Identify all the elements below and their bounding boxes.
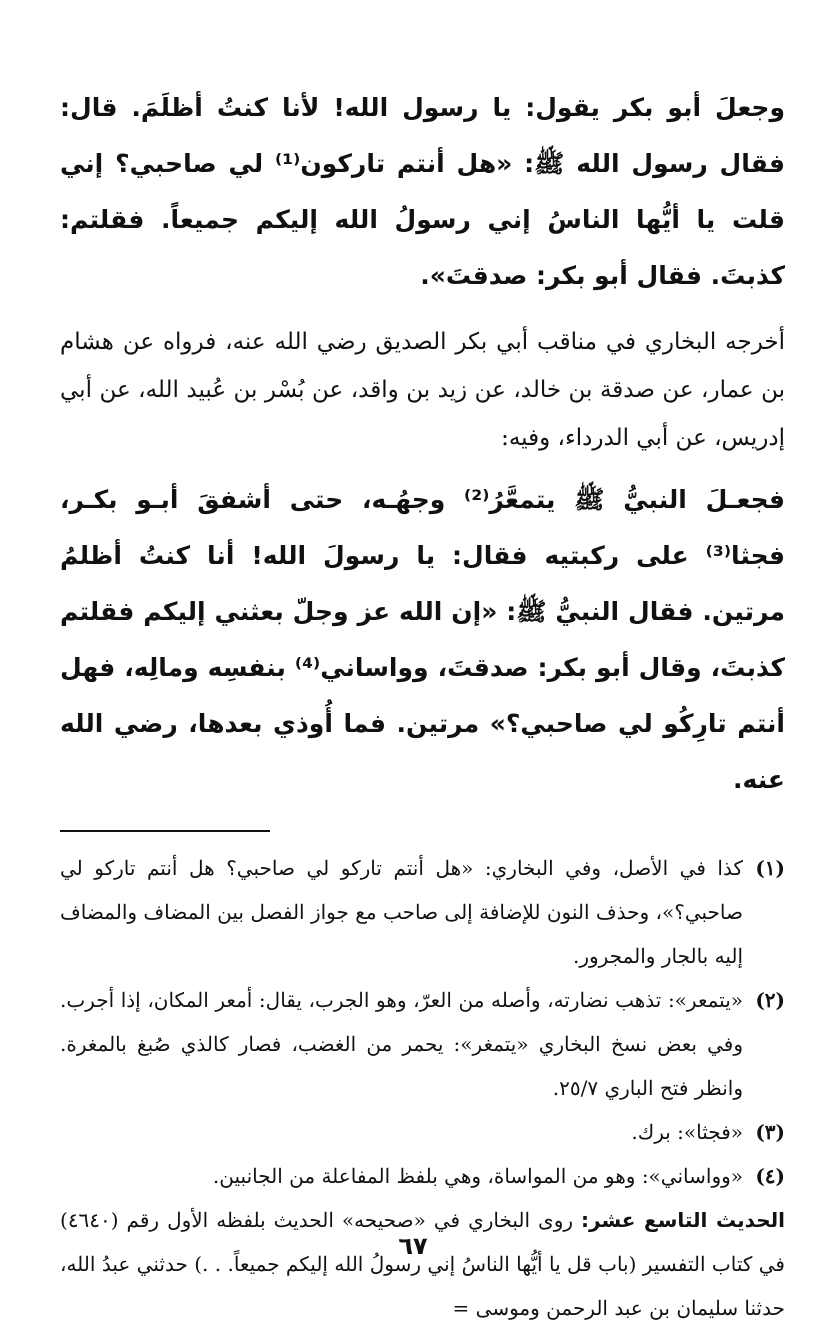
- hadith-19-note: [60, 1198, 785, 1330]
- footnote-number: (٣): [755, 1120, 785, 1144]
- hadith-text: وجعلَ أبو بكر يقول: يا رسول الله! لأنا كنتُ أظلَمَ. قال: فقال رسول الله ﷺ: «هل أنتم تاركون⁽¹⁾ لي صاحبي؟ إني قلت يا أيُّها الناسُ إني رسولُ الله إليكم جميعاً. فقلتم: كذبتَ. فقال أبو بكر: صدقتَ».: [60, 93, 785, 290]
- footnote-4: [60, 1154, 785, 1198]
- footnote-text: «يتمعر»: تذهب نضارته، وأصله من العرّ، وهو الجرب، يقال: أمعر المكان، إذا أجرب. وفي بعض نسخ البخاري «يتمغر»: يحمر من الغضب، فصار كالذي صُبغ بالمغرة. وانظر فتح الباري ٢٥/٧.: [60, 988, 743, 1100]
- page-number: ٦٧: [398, 1232, 428, 1260]
- footnote-number: (٢): [755, 988, 785, 1012]
- footnote-number: (٤): [755, 1164, 785, 1188]
- footnote-number: (١): [755, 856, 785, 880]
- footnote-1: [60, 846, 785, 978]
- page-body: [60, 80, 785, 1330]
- footnote-separator: [60, 830, 270, 832]
- footnote-text: «فجثا»: برك.: [631, 1120, 743, 1144]
- takhrij-paragraph: أخرجه البخاري في مناقب أبي بكر الصديق رضي الله عنه، فرواه عن هشام بن عمار، عن صدقة بن خالد، عن زيد بن واقد، عن بُسْر بن عُبيد الله، عن أبي إدريس، عن أبي الدرداء، وفيه:: [60, 329, 785, 451]
- footnote-text: كذا في الأصل، وفي البخاري: «هل أنتم تاركو لي صاحبي؟ هل أنتم تاركو لي صاحبي؟»، وحذف النون للإضافة إلى صاحب مع جواز الفصل بين المضاف والمضاف إليه بالجار والمجرور.: [60, 856, 743, 968]
- hadith-19-text: روى البخاري في «صحيحه» الحديث بلفظه الأول رقم (٤٦٤٠) في كتاب التفسير (باب قل يا أيُّها الناسُ إني رسولُ الله إليكم جميعاً. . .) حدثني عبدُ الله، حدثنا سليمان بن عبد الرحمن وموسى =: [60, 1208, 785, 1320]
- bukhari-narration: فجعـلَ النبيُّ ﷺ يتمعَّرُ⁽²⁾ وجهُـه، حتى أشفقَ أبـو بكـر، فجثا⁽³⁾ على ركبتيه فقال: يا رسولَ الله! أنا كنتُ أظلمُ مرتين. فقال النبيُّ ﷺ: «إن الله عز وجلّ بعثني إليكم فقلتم كذبتَ، وقال أبو بكر: صدقتَ، وواساني⁽⁴⁾ بنفسِه ومالِه، فهل أنتم تارِكُو لي صاحبي؟» مرتين. فما أُوذي بعدها، رضي الله عنه.: [60, 485, 786, 794]
- hadith-19-heading: الحديث التاسع عشر:: [581, 1208, 786, 1232]
- footnote-text: «وواساني»: وهو من المواساة، وهي بلفظ المفاعلة من الجانبين.: [212, 1164, 743, 1188]
- footnote-2: [60, 978, 785, 1110]
- footnote-3: [60, 1110, 785, 1154]
